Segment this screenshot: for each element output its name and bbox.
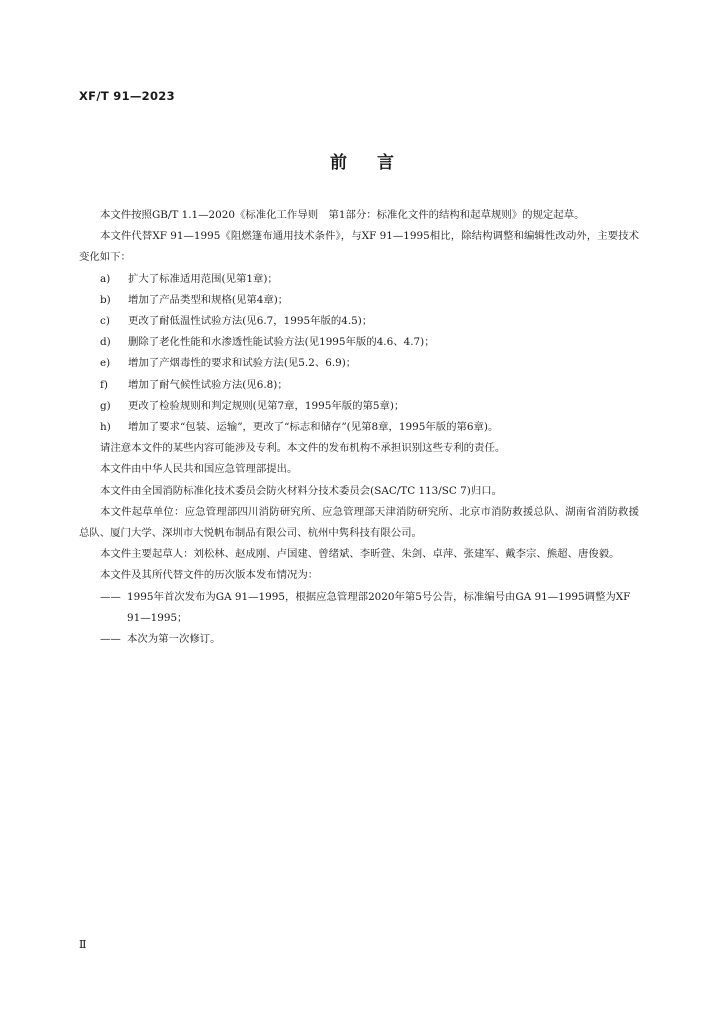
dash-marker: —— [100,633,121,646]
history-list [79,587,639,651]
list-item-label: e) [100,357,111,370]
list-item-text: 删除了老化性能和水渗透性能试验方法(见1995年版的4.6、4.7)； [128,336,435,349]
list-item [79,587,639,629]
paragraph-history-intro: 本文件及其所代替文件的历次版本发布情况为： [100,569,319,582]
technical-changes-list [79,269,639,439]
paragraph-drafters: 本文件主要起草人：刘松林、赵成刚、卢国建、曾绪斌、李昕萱、朱剑、卓萍、张建军、戴李宗、熊超、唐俊毅。 [100,548,620,561]
list-item-text: 增加了产烟毒性的要求和试验方法(见5.2、6.9)； [128,357,357,370]
list-item [79,375,639,396]
list-item [79,396,639,417]
list-item-label: a) [100,272,111,285]
list-item-text: 更改了检验规则和判定规则(见第7章，1995年版的第5章)； [128,399,405,412]
paragraph-proposed-by: 本文件由中华人民共和国应急管理部提出。 [100,463,298,476]
list-item [79,353,639,374]
list-item-label: f) [100,378,108,391]
paragraph-drafting-basis: 本文件按照GB/T 1.1—2020《标准化工作导则 第1部分：标准化文件的结构和起草规则》的规定起草。 [100,209,585,221]
list-item-label: g) [100,399,111,412]
page-number: Ⅱ [79,938,87,951]
list-item-text: 扩大了标准适用范围(见第1章)； [128,272,278,285]
list-item-label: d) [100,336,111,349]
document-code: XF/T 91—2023 [79,89,175,103]
list-item [79,417,639,438]
list-item [79,290,639,311]
list-item [79,269,639,290]
paragraph-centralized-by: 本文件由全国消防标准化技术委员会防火材料分技术委员会(SAC/TC 113/SC 7)归口。 [100,484,503,497]
list-item-text: 1995年首次发布为GA 91—1995，根据应急管理部2020年第5号公告，标准编号由GA 91—1995调整为XF 91—1995； [127,590,631,624]
dash-marker: —— [100,590,121,603]
list-item-label: c) [100,315,110,328]
section-title-foreword: 前言 [330,153,424,173]
paragraph-drafting-units: 本文件起草单位：应急管理部四川消防研究所、应急管理部天津消防研究所、北京市消防救援总队、湖南省消防救援总队、厦门大学、深圳市大悦帆布制品有限公司、杭州中隽科技有限公司。 [79,505,639,540]
paragraph-replacement: 本文件代替XF 91—1995《阻燃篷布通用技术条件》，与XF 91—1995相比，除结构调整和编辑性改动外，主要技术变化如下： [79,230,639,264]
foreword-body [79,205,639,650]
paragraph-patent-notice: 请注意本文件的某些内容可能涉及专利。本文件的发布机构不承担识别这些专利的责任。 [100,442,506,455]
list-item-text: 本次为第一次修订。 [127,633,221,646]
list-item-label: h) [100,421,111,434]
list-item [79,629,639,650]
list-item [79,332,639,353]
list-item-text: 增加了产品类型和规格(见第4章)； [128,293,289,306]
list-item-text: 增加了要求“包装、运输”，更改了“标志和储存”(见第8章，1995年版的第6章)。 [128,421,499,434]
list-item [79,311,639,332]
list-item-label: b) [100,293,111,306]
list-item-text: 更改了耐低温性试验方法(见6.7，1995年版的4.5)； [128,315,373,328]
list-item-text: 增加了耐气候性试验方法(见6.8)； [128,378,288,391]
